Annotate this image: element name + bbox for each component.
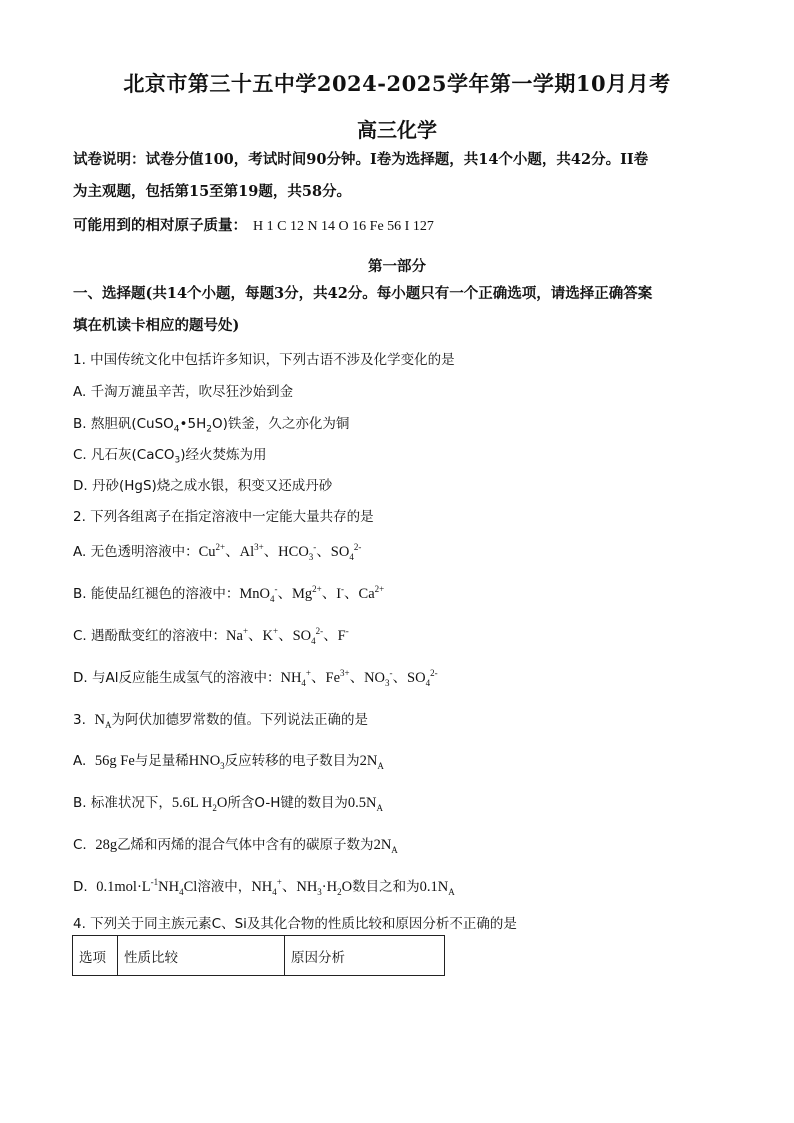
q2-option-c: C. 遇酚酞变红的溶液中：Na+、K+、$SO_4^{2-}$、F-: [73, 626, 349, 646]
table-header-reason: 原因分析: [285, 936, 445, 976]
q3-option-a: A. 56g Fe与足量稀$HNO_3$反应转移的电子数目为$2N_A$: [73, 753, 384, 771]
q1-option-a: A. 千淘万漉虽辛苦，吹尽狂沙始到金: [73, 384, 294, 400]
table-header-property: 性质比较: [118, 936, 285, 976]
table-header-option: 选项: [73, 936, 118, 976]
table-row: [73, 936, 445, 976]
q3-option-c: C. 28g乙烯和丙烯的混合气体中含有的碳原子数为$2N_A$: [73, 837, 398, 855]
q1-option-b: B. 熬胆矾$(CuSO_4•5H_2O)$铁釜，久之亦化为铜: [73, 416, 350, 435]
q3-option-d: D. $0.1mol\cdot L^{-1}NH_4Cl$溶液中，$NH_4^+$、$NH_3\cdot H_2O$数目之和为$0.1N_A$: [73, 877, 455, 897]
exam-instructions: [73, 144, 733, 208]
section-heading-line-1: 一、选择题(共14个小题，每题3分，共42分。每小题只有一个正确选项，请选择正确答案: [73, 285, 653, 302]
q1-stem: 1. 中国传统文化中包括许多知识，下列古语不涉及化学变化的是: [73, 352, 455, 368]
section-heading-line-2: 填在机读卡相应的题号处): [73, 317, 240, 334]
section-heading: [73, 278, 733, 342]
q4-stem: 4. 下列关于同主族元素C、Si及其化合物的性质比较和原因分析不正确的是: [73, 916, 517, 932]
q1-option-c: C. 凡石灰(CaCO$_3$)经火焚炼为用: [73, 447, 267, 466]
q2-option-d: D. 与Al反应能生成氢气的溶液中：$NH_4^+$、$Fe^{3+}$、$NO_3^-$、$SO_4^{2-}$: [73, 668, 438, 688]
q2-option-b: B. 能使品红褪色的溶液中：MnO$_4$-、$Mg^{2+}$、I-、$Ca^{2+}$: [73, 584, 385, 604]
atomic-masses-label: 可能用到的相对原子质量：: [73, 217, 247, 234]
q4-table: [72, 935, 445, 976]
exam-title: 北京市第三十五中学2024-2025学年第一学期10月月考: [123, 71, 671, 96]
q3-option-b: B. 标准状况下，5.6L $H_2O$所含O-H键的数目为$0.5N_A$: [73, 795, 384, 813]
q2-option-a: A. 无色透明溶液中：$Cu^{2+}$、$Al^{3+}$、$HCO_3^-$、$SO_4^{2-}$: [73, 542, 362, 562]
q3-stem: 3. $N_A$为阿伏加德罗常数的值。下列说法正确的是: [73, 712, 368, 730]
instructions-line-2: 为主观题，包括第15至第19题，共58分。: [73, 183, 352, 200]
atomic-masses-values: H 1 C 12 N 14 O 16 Fe 56 I 127: [253, 219, 434, 234]
part-heading: 第一部分: [368, 258, 426, 275]
exam-subject: 高三化学: [357, 118, 437, 142]
q1-option-d: D. 丹砂(HgS)烧之成水银，积变又还成丹砂: [73, 478, 333, 494]
instructions-line-1: 试卷说明：试卷分值100，考试时间90分钟。I卷为选择题，共14个小题，共42分。II卷: [73, 151, 649, 168]
q2-stem: 2. 下列各组离子在指定溶液中一定能大量共存的是: [73, 509, 374, 525]
atomic-masses: [73, 210, 733, 243]
